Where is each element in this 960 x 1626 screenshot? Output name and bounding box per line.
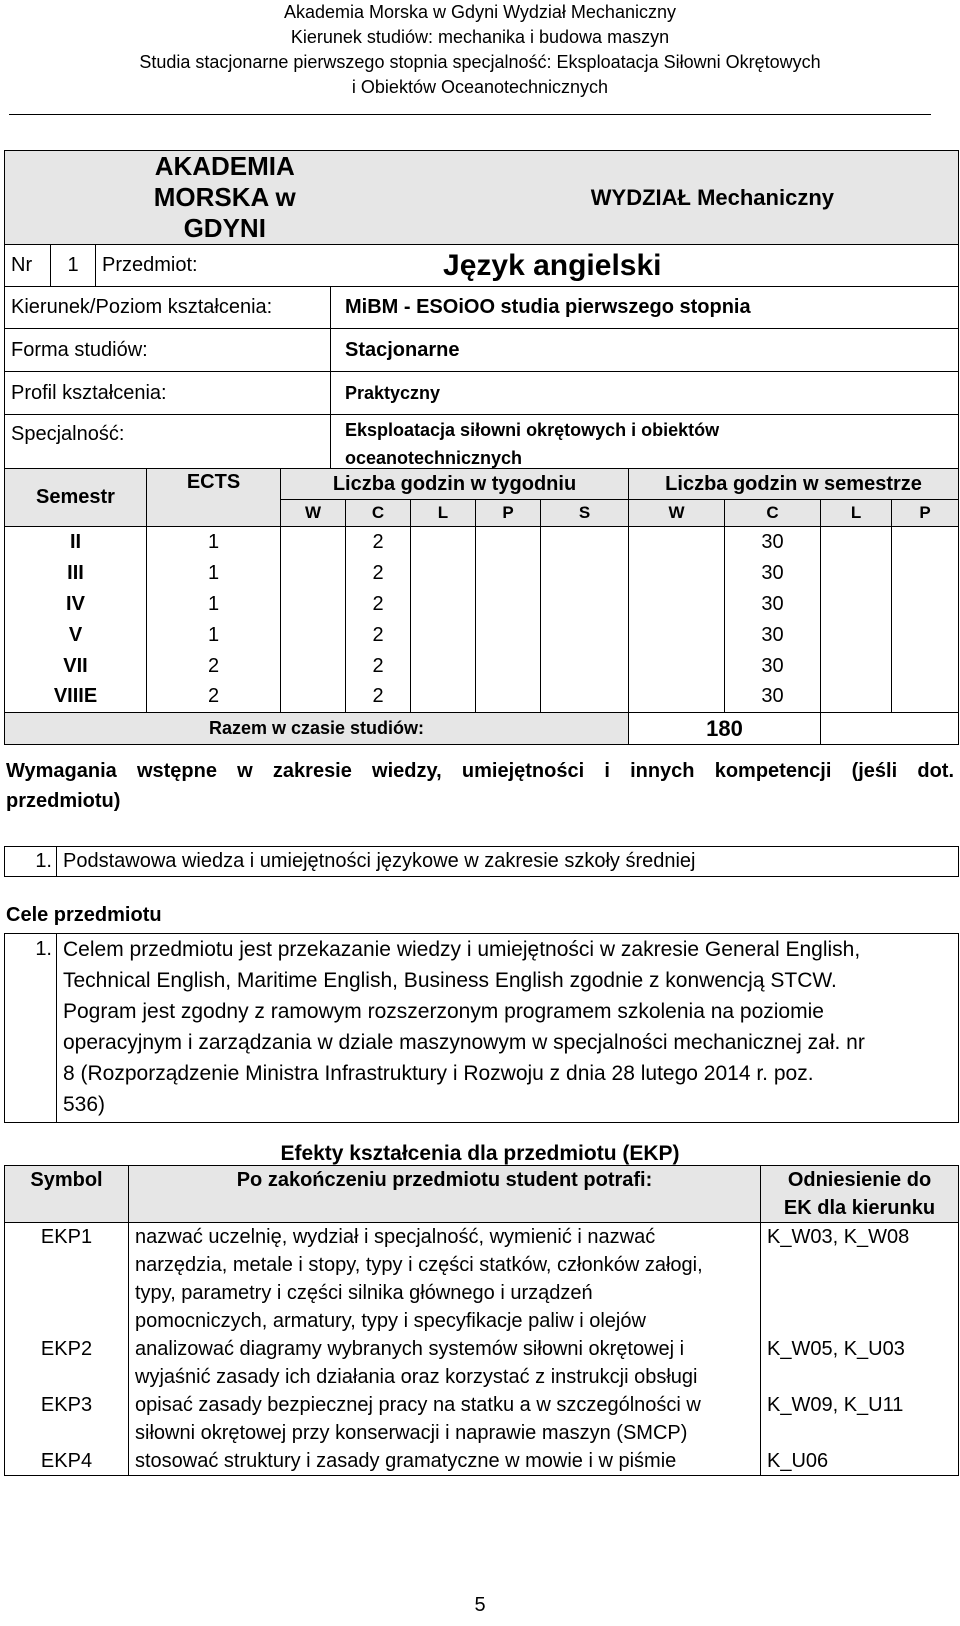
semester-col-w: W: [629, 500, 725, 527]
ects-cell: 1: [147, 620, 281, 651]
weekly-col-l: L: [411, 500, 476, 527]
faculty-name: WYDZIAŁ Mechaniczny: [331, 151, 959, 245]
semester-hours-header: Liczba godzin w semestrze: [629, 469, 959, 500]
goals-text-line: Technical English, Maritime English, Business English zgodnie z konwencją STCW.: [63, 969, 837, 992]
ekp-row: [5, 1223, 959, 1336]
weekly-l-cell: [411, 527, 476, 558]
weekly-w-cell: [281, 651, 346, 682]
semester-p-cell: [892, 589, 959, 620]
semester-c-cell: 30: [725, 620, 821, 651]
weekly-c-cell: 2: [346, 558, 411, 589]
semester-cell: II: [5, 527, 147, 558]
semester-p-cell: [892, 651, 959, 682]
running-header: [0, 0, 960, 100]
university-name: AKADEMIA MORSKA w GDYNI: [5, 151, 331, 245]
ects-header: ECTS: [147, 469, 281, 527]
goals-text-line: 8 (Rozporządzenie Ministra Infrastruktury i Rozwoju z dnia 28 lutego 2014 r. poz.: [63, 1062, 814, 1085]
ekp-outcome-line: opisać zasady bezpiecznej pracy na statku a w szczególności w: [135, 1394, 701, 1416]
ekp-symbol: EKP4: [5, 1447, 129, 1476]
ekp-ref-header: [761, 1166, 959, 1223]
requirements-title-line-2: przedmiotu): [6, 790, 121, 812]
goals-text-line: Pogram jest zgodny z ramowym rozszerzonym programem szkolenia na poziomie: [63, 1000, 824, 1023]
weekly-s-cell: [541, 558, 629, 589]
ekp-outcome: [129, 1391, 761, 1447]
weekly-p-cell: [476, 682, 541, 713]
weekly-p-cell: [476, 620, 541, 651]
ekp-symbol: EKP1: [5, 1223, 129, 1336]
weekly-c-cell: 2: [346, 527, 411, 558]
semester-col-l: L: [821, 500, 892, 527]
weekly-s-cell: [541, 682, 629, 713]
requirements-title-line-1: Wymagania wstępne w zakresie wiedzy, umiejętności i innych kompetencji (jeśli dot.: [6, 760, 954, 782]
weekly-l-cell: [411, 589, 476, 620]
requirement-text: Podstawowa wiedza i umiejętności językowe w zakresie szkoły średniej: [57, 847, 959, 877]
profile-label: Profil kształcenia:: [5, 372, 331, 415]
ekp-row: [5, 1391, 959, 1447]
weekly-w-cell: [281, 589, 346, 620]
ekp-outcome-line: pomocniczych, armatury, typy i specyfikacje paliw i olejów: [135, 1310, 646, 1332]
weekly-p-cell: [476, 558, 541, 589]
semester-cell: III: [5, 558, 147, 589]
ects-cell: 1: [147, 558, 281, 589]
goals-item-text: [57, 934, 959, 1123]
semester-p-cell: [892, 558, 959, 589]
ekp-outcome-line: narzędzia, metale i stopy, typy i części statków, członków załogi,: [135, 1254, 703, 1276]
weekly-l-cell: [411, 651, 476, 682]
semester-c-cell: 30: [725, 558, 821, 589]
semester-w-cell: [629, 651, 725, 682]
goals-table: [4, 933, 959, 1123]
ekp-outcome-line: analizować diagramy wybranych systemów siłowni okrętowej i: [135, 1338, 685, 1360]
hours-row: [5, 651, 959, 682]
hours-row: [5, 589, 959, 620]
weekly-w-cell: [281, 682, 346, 713]
ekp-outcome-line: siłowni okrętowej przy konserwacji i naprawie maszyn (SMCP): [135, 1422, 688, 1444]
weekly-l-cell: [411, 620, 476, 651]
semester-cell: V: [5, 620, 147, 651]
weekly-w-cell: [281, 620, 346, 651]
ects-cell: 2: [147, 651, 281, 682]
profile-value: Praktyczny: [331, 372, 959, 415]
semester-w-cell: [629, 558, 725, 589]
ekp-symbol: EKP2: [5, 1335, 129, 1391]
semester-l-cell: [821, 651, 892, 682]
semester-cell: VII: [5, 651, 147, 682]
semester-l-cell: [821, 682, 892, 713]
goals-item-number: 1.: [5, 934, 57, 1123]
ekp-reference: K_W03, K_W08: [761, 1223, 959, 1336]
ekp-outcome: [129, 1335, 761, 1391]
semester-col-p: P: [892, 500, 959, 527]
hours-table: [4, 468, 959, 745]
form-value: Stacjonarne: [331, 329, 959, 372]
semester-l-cell: [821, 620, 892, 651]
hours-row: [5, 558, 959, 589]
header-line-3: Studia stacjonarne pierwszego stopnia specjalność: Eksploatacja Siłowni Okrętowych: [139, 52, 821, 72]
semester-l-cell: [821, 589, 892, 620]
ekp-outcome-line: stosować struktury i zasady gramatyczne w mowie i w piśmie: [135, 1450, 677, 1472]
requirement-item: [5, 847, 959, 877]
weekly-c-cell: 2: [346, 651, 411, 682]
goals-title: Cele przedmiotu: [6, 904, 162, 926]
ekp-symbol: EKP3: [5, 1391, 129, 1447]
semester-w-cell: [629, 682, 725, 713]
semester-header: Semestr: [5, 469, 147, 527]
weekly-p-cell: [476, 589, 541, 620]
semester-c-cell: 30: [725, 651, 821, 682]
weekly-s-cell: [541, 589, 629, 620]
requirements-table: [4, 846, 959, 877]
ekp-outcome-header: Po zakończeniu przedmiotu student potrafi:: [129, 1166, 761, 1223]
weekly-w-cell: [281, 558, 346, 589]
ekp-outcome: [129, 1223, 761, 1336]
hours-row: [5, 682, 959, 713]
semester-c-cell: 30: [725, 589, 821, 620]
semester-c-cell: 30: [725, 527, 821, 558]
ekp-outcome-line: nazwać uczelnię, wydział i specjalność, wymienić i nazwać: [135, 1226, 656, 1248]
semester-col-c: C: [725, 500, 821, 527]
ekp-outcome-line: wyjaśnić zasady ich działania oraz korzystać z instrukcji obsługi: [135, 1366, 698, 1388]
spec-label: Specjalność:: [5, 415, 331, 473]
ekp-title: Efekty kształcenia dla przedmiotu (EKP): [280, 1142, 680, 1165]
ects-cell: 2: [147, 682, 281, 713]
spec-value: [331, 415, 959, 473]
semester-l-cell: [821, 558, 892, 589]
form-label: Forma studiów:: [5, 329, 331, 372]
goals-text-line: operacyjnym i zarządzania w dziale maszynowym w specjalności mechanicznej zał. nr: [63, 1031, 865, 1054]
ekp-ref-header-line-1: Odniesienie do: [787, 1169, 932, 1191]
total-label: Razem w czasie studiów:: [5, 713, 629, 745]
ects-cell: 1: [147, 589, 281, 620]
semester-p-cell: [892, 620, 959, 651]
weekly-s-cell: [541, 651, 629, 682]
course-info-table: [4, 150, 959, 473]
weekly-w-cell: [281, 527, 346, 558]
weekly-l-cell: [411, 558, 476, 589]
header-divider: [9, 114, 931, 115]
ekp-row: [5, 1447, 959, 1476]
subject-value: Język angielski: [331, 245, 959, 287]
weekly-s-cell: [541, 620, 629, 651]
ekp-symbol-header: Symbol: [5, 1166, 129, 1223]
weekly-c-cell: 2: [346, 682, 411, 713]
semester-cell: VIIIE: [5, 682, 147, 713]
semester-w-cell: [629, 589, 725, 620]
weekly-c-cell: 2: [346, 620, 411, 651]
ekp-reference: K_W05, K_U03: [761, 1335, 959, 1391]
weekly-l-cell: [411, 682, 476, 713]
hours-row: [5, 527, 959, 558]
nr-value: 1: [51, 245, 96, 287]
direction-value: MiBM - ESOiOO studia pierwszego stopnia: [331, 287, 959, 329]
spec-value-line-1: Eksploatacja siłowni okrętowych i obiektów: [345, 419, 720, 440]
header-line-4: i Obiektów Oceanotechnicznych: [351, 77, 609, 97]
subject-label: Przedmiot:: [96, 245, 331, 287]
total-value: 180: [629, 713, 821, 745]
weekly-col-w: W: [281, 500, 346, 527]
hours-row: [5, 620, 959, 651]
semester-p-cell: [892, 682, 959, 713]
ekp-ref-header-line-2: EK dla kierunku: [783, 1197, 936, 1219]
semester-p-cell: [892, 527, 959, 558]
nr-label: Nr: [5, 245, 51, 287]
semester-w-cell: [629, 527, 725, 558]
weekly-hours-header: Liczba godzin w tygodniu: [281, 469, 629, 500]
ekp-row: [5, 1335, 959, 1391]
ekp-table: [4, 1165, 959, 1476]
weekly-p-cell: [476, 651, 541, 682]
ects-cell: 1: [147, 527, 281, 558]
semester-w-cell: [629, 620, 725, 651]
header-line-1: Akademia Morska w Gdyni Wydział Mechaniczny: [284, 2, 676, 22]
requirement-number: 1.: [5, 847, 57, 877]
ekp-reference: K_U06: [761, 1447, 959, 1476]
ekp-outcome-line: typy, parametry i części silnika głównego i urządzeń: [135, 1282, 593, 1304]
weekly-p-cell: [476, 527, 541, 558]
total-empty: [821, 713, 959, 745]
spec-value-line-2: oceanotechnicznych: [345, 447, 523, 468]
ekp-outcome: [129, 1447, 761, 1476]
semester-c-cell: 30: [725, 682, 821, 713]
page-number: 5: [474, 1594, 486, 1616]
semester-l-cell: [821, 527, 892, 558]
weekly-col-c: C: [346, 500, 411, 527]
ekp-reference: K_W09, K_U11: [761, 1391, 959, 1447]
weekly-col-s: S: [541, 500, 629, 527]
semester-cell: IV: [5, 589, 147, 620]
weekly-col-p: P: [476, 500, 541, 527]
header-line-2: Kierunek studiów: mechanika i budowa maszyn: [290, 27, 670, 47]
goals-text-line: Celem przedmiotu jest przekazanie wiedzy i umiejętności w zakresie General English,: [63, 938, 861, 961]
direction-label: Kierunek/Poziom kształcenia:: [5, 287, 331, 329]
weekly-s-cell: [541, 527, 629, 558]
goals-text-line: 536): [63, 1093, 106, 1116]
weekly-c-cell: 2: [346, 589, 411, 620]
